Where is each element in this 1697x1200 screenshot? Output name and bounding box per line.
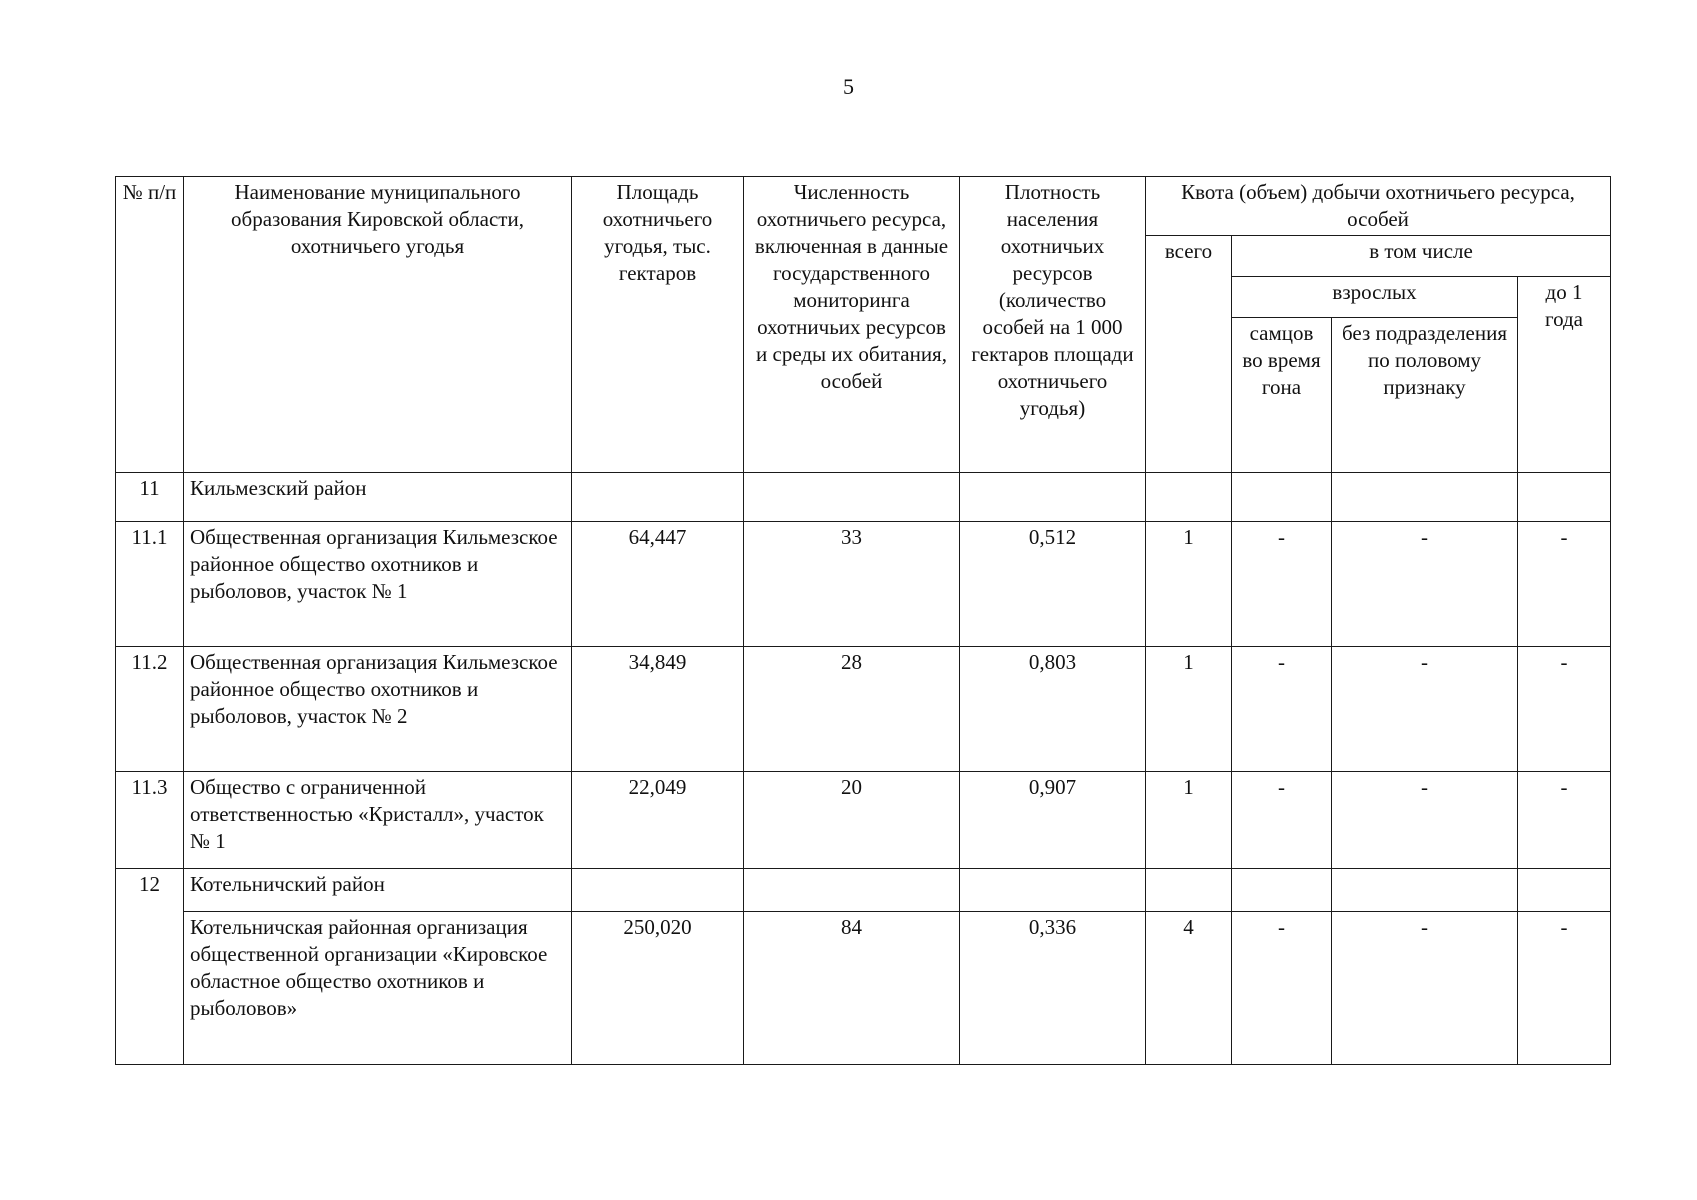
row-num: 11 <box>116 473 184 522</box>
row-density: 0,512 <box>960 522 1146 647</box>
quota-table <box>115 176 1611 1065</box>
header-population: Численность охотничьего ресурса, включенная в данные государственного мониторинга охотничьих ресурсов и среды их обитания, особей <box>744 177 960 473</box>
row-total: 1 <box>1146 772 1232 869</box>
row-num: 11.1 <box>116 522 184 647</box>
row-males: - <box>1232 647 1332 772</box>
row-area: 64,447 <box>572 522 744 647</box>
table-row <box>116 772 1611 869</box>
row-nosex: - <box>1332 522 1518 647</box>
row-total: 4 <box>1146 912 1232 1065</box>
header-including: в том числе <box>1232 236 1611 277</box>
row-density <box>960 473 1146 522</box>
row-under1: - <box>1518 912 1611 1065</box>
header-males-rut: самцов во время гона <box>1232 318 1332 473</box>
table-row <box>116 522 1611 647</box>
header-name: Наименование муниципального образования Кировской области, охотничьего угодья <box>184 177 572 473</box>
table-row <box>116 473 1611 522</box>
row-population <box>744 473 960 522</box>
table-row <box>116 912 1611 1065</box>
row-density <box>960 869 1146 912</box>
row-density: 0,336 <box>960 912 1146 1065</box>
header-area: Площадь охотничьего угодья, тыс. гектаров <box>572 177 744 473</box>
row-num: 11.3 <box>116 772 184 869</box>
row-males <box>1232 869 1332 912</box>
row-nosex: - <box>1332 912 1518 1065</box>
row-under1 <box>1518 869 1611 912</box>
row-males <box>1232 473 1332 522</box>
row-area: 22,049 <box>572 772 744 869</box>
row-population <box>744 869 960 912</box>
row-under1: - <box>1518 772 1611 869</box>
row-name: Общество с ограниченной ответственностью «Кристалл», участок № 1 <box>184 772 572 869</box>
row-under1: - <box>1518 522 1611 647</box>
row-total <box>1146 473 1232 522</box>
row-density: 0,907 <box>960 772 1146 869</box>
header-no-sex: без подразделения по половому признаку <box>1332 318 1518 473</box>
row-nosex <box>1332 869 1518 912</box>
row-area: 250,020 <box>572 912 744 1065</box>
row-area: 34,849 <box>572 647 744 772</box>
header-adults: взрослых <box>1232 277 1518 318</box>
row-name: Кильмезский район <box>184 473 572 522</box>
row-population: 20 <box>744 772 960 869</box>
table-row <box>116 647 1611 772</box>
row-total: 1 <box>1146 647 1232 772</box>
row-males: - <box>1232 772 1332 869</box>
row-population: 84 <box>744 912 960 1065</box>
row-under1 <box>1518 473 1611 522</box>
header-under1: до 1 года <box>1518 277 1611 473</box>
row-name: Котельничский район <box>184 869 572 912</box>
row-name: Общественная организация Кильмезское районное общество охотников и рыболовов, участок № 1 <box>184 522 572 647</box>
row-nosex: - <box>1332 772 1518 869</box>
page-number: 5 <box>843 74 854 99</box>
row-total: 1 <box>1146 522 1232 647</box>
row-density: 0,803 <box>960 647 1146 772</box>
row-population: 33 <box>744 522 960 647</box>
row-name: Котельничская районная организация общественной организации «Кировское областное общество охотников и рыболовов» <box>184 912 572 1065</box>
row-nosex <box>1332 473 1518 522</box>
row-males: - <box>1232 522 1332 647</box>
row-area <box>572 473 744 522</box>
header-density: Плотность населения охотничьих ресурсов (количество особей на 1 000 гектаров площади охотничьего угодья) <box>960 177 1146 473</box>
header-total: всего <box>1146 236 1232 473</box>
header-num: № п/п <box>116 177 184 473</box>
row-area <box>572 869 744 912</box>
table-row <box>116 869 1611 912</box>
row-males: - <box>1232 912 1332 1065</box>
row-population: 28 <box>744 647 960 772</box>
row-num: 11.2 <box>116 647 184 772</box>
row-nosex: - <box>1332 647 1518 772</box>
header-quota: Квота (объем) добычи охотничьего ресурса, особей <box>1146 177 1611 236</box>
row-under1: - <box>1518 647 1611 772</box>
row-total <box>1146 869 1232 912</box>
row-name: Общественная организация Кильмезское районное общество охотников и рыболовов, участок № 2 <box>184 647 572 772</box>
row-num: 12 <box>116 869 184 1065</box>
